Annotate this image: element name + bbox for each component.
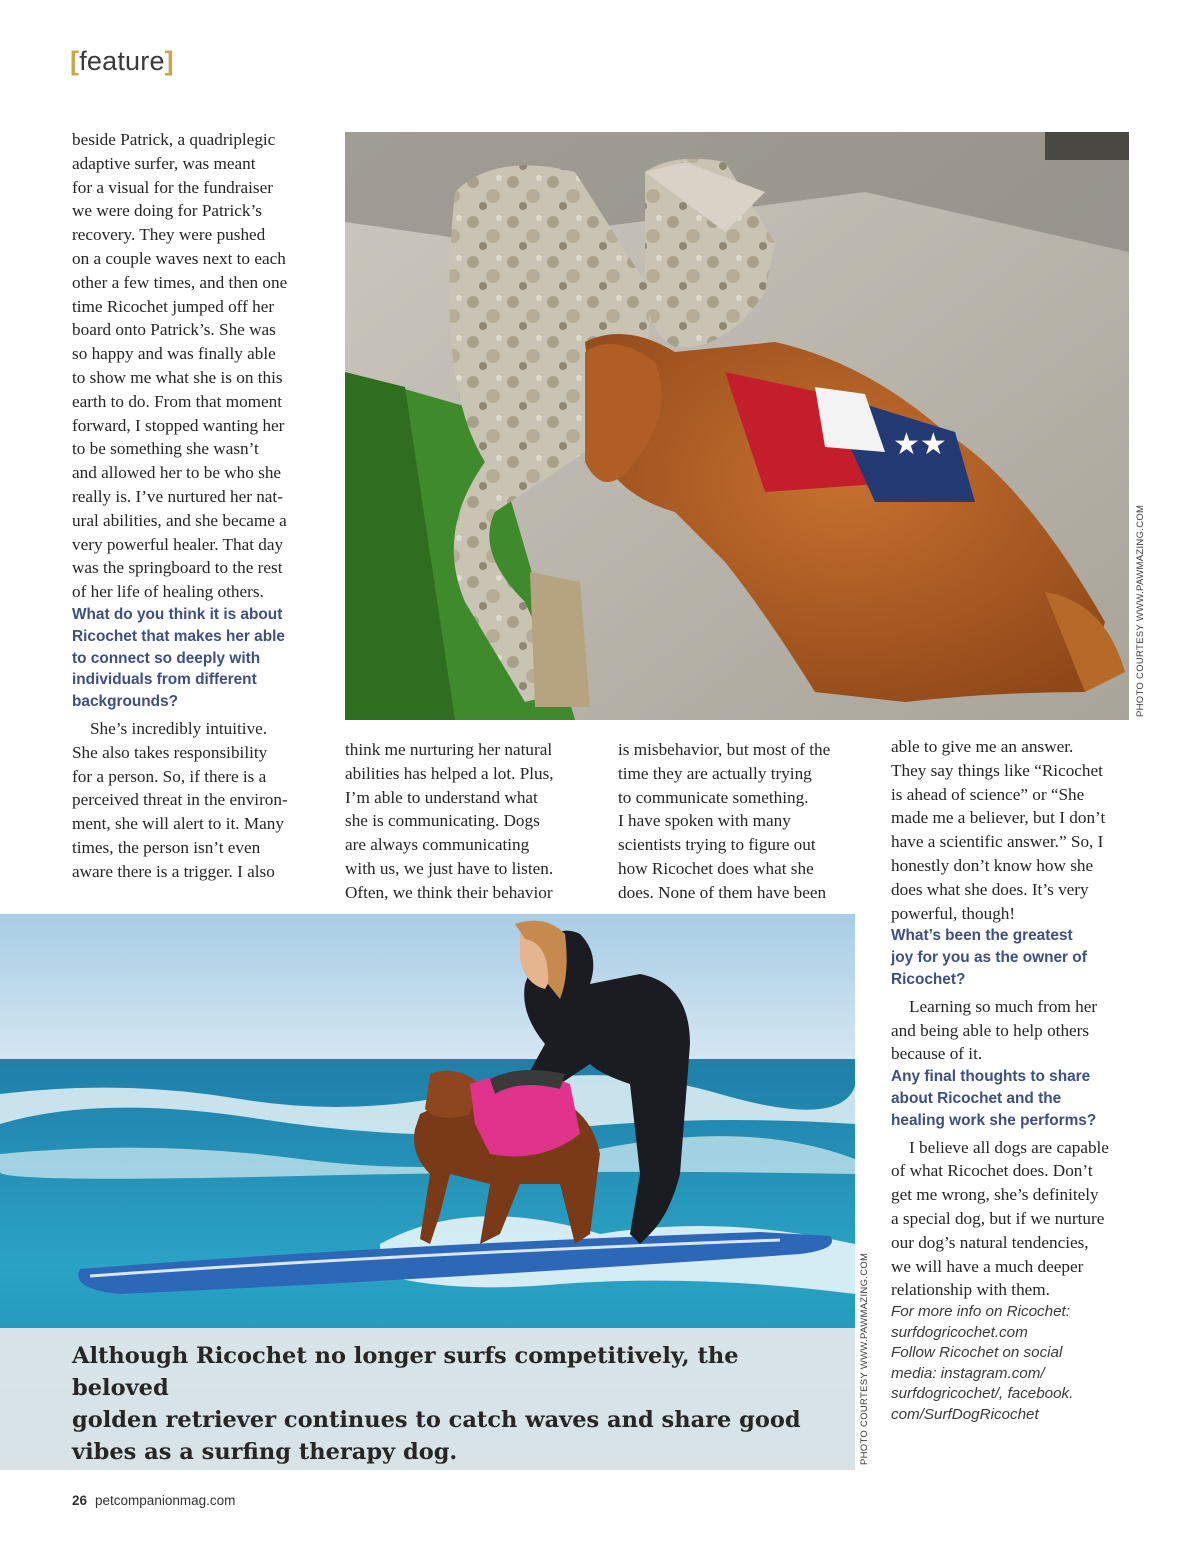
text-line: joy for you as the owner of: [891, 949, 1087, 967]
text-line: to show me what she is on this: [72, 367, 283, 387]
caption-band: [0, 1328, 855, 1470]
text-line: time Ricochet jumped off her: [72, 296, 275, 316]
text-line: was the springboard to the rest: [72, 558, 283, 578]
svg-text:★★: ★★: [893, 427, 947, 462]
text-line: does what she does. It’s very: [891, 879, 1089, 899]
text-line: They say things like “Ricochet: [891, 760, 1103, 780]
text-line: aware there is a trigger. I also: [72, 861, 275, 881]
text-line: she is communicating. Dogs: [345, 811, 540, 831]
text-line: She’s incredibly intuitive.: [90, 718, 268, 738]
text-line: relationship with them.: [891, 1280, 1050, 1300]
text-line: times, the person isn’t even: [72, 837, 261, 857]
text-line: so happy and was finally able: [72, 344, 276, 364]
text-line: adaptive surfer, was meant: [72, 153, 256, 173]
text-line: She also takes responsibility: [72, 742, 268, 762]
text-line: Learning so much from her: [909, 996, 1098, 1016]
text-line: able to give me an answer.: [891, 737, 1074, 756]
article-column-3: [618, 738, 880, 905]
text-line: really is. I’ve nurtured her nat-: [72, 486, 283, 506]
text-line: and being able to help others: [891, 1020, 1090, 1040]
text-line: media: instagram.com/: [891, 1364, 1045, 1382]
text-line: about Ricochet and the: [891, 1089, 1062, 1107]
text-line: are always communicating: [345, 835, 530, 855]
section-label: [feature]: [70, 46, 174, 76]
text-line: how Ricochet does what she: [618, 858, 814, 878]
text-line: Ricochet?: [891, 970, 966, 988]
text-line: time they are actually trying: [618, 763, 812, 783]
text-line: for a visual for the fundraiser: [72, 177, 273, 197]
photo-surfing-dog: [0, 914, 855, 1470]
text-line: our dog’s natural tendencies,: [891, 1232, 1089, 1252]
text-line: with us, we just have to listen.: [345, 858, 554, 878]
paragraph: [891, 1136, 1161, 1303]
page-footer: [72, 1493, 235, 1508]
text-line: forward, I stopped wanting her: [72, 415, 285, 435]
text-line: very powerful healer. That day: [72, 534, 284, 554]
text-line: I believe all dogs are capable: [909, 1137, 1109, 1157]
photo-soldier-with-dog-image: [345, 132, 1129, 720]
text-line: made me a believer, but I don’t: [891, 808, 1106, 828]
text-line: on a couple waves next to each: [72, 248, 286, 268]
article-column-2: [345, 738, 607, 905]
paragraph: [345, 738, 607, 905]
text-line: ment, she will alert to it. Many: [72, 814, 284, 834]
question-heading: [891, 1066, 1161, 1131]
text-line: powerful, though!: [891, 903, 1016, 923]
text-line: golden retriever continues to catch waves and share good: [72, 1407, 801, 1433]
text-line: earth to do. From that moment: [72, 391, 283, 411]
article-column-4: [891, 735, 1161, 1425]
text-line: recovery. They were pushed: [72, 225, 266, 245]
text-line: is ahead of science” or “She: [891, 784, 1085, 804]
question-heading: [72, 604, 334, 713]
paragraph: [72, 717, 334, 884]
text-line: to communicate something.: [618, 787, 809, 807]
text-line: to connect so deeply with: [72, 649, 261, 667]
text-line: Follow Ricochet on social: [891, 1344, 1063, 1362]
page-number: 26: [72, 1493, 88, 1508]
text-line: backgrounds?: [72, 693, 179, 711]
question-heading: [891, 925, 1161, 990]
text-line: we will have a much deeper: [891, 1256, 1084, 1276]
text-line: honestly don’t know how she: [891, 855, 1094, 875]
text-line: I have spoken with many: [618, 811, 791, 831]
text-line: com/SurfDogRicochet: [891, 1405, 1039, 1423]
text-line: a special dog, but if we nurture: [891, 1208, 1105, 1228]
photo-soldier-with-dog: [345, 132, 1129, 720]
paragraph: [891, 735, 1161, 925]
paragraph: [891, 995, 1161, 1066]
site-url: petcompanionmag.com: [95, 1493, 236, 1508]
text-line: we were doing for Patrick’s: [72, 201, 262, 221]
text-line: healing work she performs?: [891, 1111, 1097, 1129]
text-line: What do you think it is about: [72, 605, 283, 623]
text-line: beside Patrick, a quadriplegic: [72, 130, 276, 149]
paragraph: [618, 738, 880, 905]
text-line: surfdogricochet/, facebook.: [891, 1385, 1074, 1403]
article-column-1-top: [72, 128, 334, 884]
text-line: other a few times, and then one: [72, 272, 288, 292]
text-line: does. None of them have been: [618, 882, 827, 902]
more-info: [891, 1302, 1161, 1425]
text-line: abilities has helped a lot. Plus,: [345, 763, 554, 783]
text-line: individuals from different: [72, 671, 257, 689]
text-line: and allowed her to be who she: [72, 463, 282, 483]
text-line: Often, we think their behavior: [345, 882, 553, 902]
text-line: is misbehavior, but most of the: [618, 740, 831, 759]
text-line: of her life of healing others.: [72, 582, 264, 602]
text-line: I’m able to understand what: [345, 787, 538, 807]
text-line: scientists trying to figure out: [618, 835, 816, 855]
text-line: Any final thoughts to share: [891, 1068, 1091, 1086]
photo-credit-top: PHOTO COURTESY WWW.PAWMAZING.COM: [1135, 504, 1146, 717]
text-line: Although Ricochet no longer surfs competitively, the beloved: [72, 1343, 739, 1401]
text-line: vibes as a surfing therapy dog.: [72, 1439, 458, 1465]
text-line: surfdogricochet.com: [891, 1323, 1028, 1341]
text-line: because of it.: [891, 1044, 983, 1064]
text-line: for a person. So, if there is a: [72, 766, 267, 786]
text-line: For more info on Ricochet:: [891, 1303, 1070, 1321]
text-line: What’s been the greatest: [891, 927, 1073, 945]
text-line: have a scientific answer.” So, I: [891, 832, 1104, 852]
text-line: think me nurturing her natural: [345, 740, 553, 759]
photo-caption: [72, 1340, 812, 1468]
text-line: of what Ricochet does. Don’t: [891, 1161, 1093, 1181]
text-line: board onto Patrick’s. She was: [72, 320, 276, 340]
text-line: Ricochet that makes her able: [72, 627, 285, 645]
text-line: get me wrong, she’s definitely: [891, 1185, 1099, 1205]
paragraph: [72, 128, 334, 604]
text-line: ural abilities, and she became a: [72, 510, 287, 530]
photo-credit-bottom: PHOTO COURTESY WWW.PAWMAZING.COM: [859, 1252, 870, 1465]
text-line: to be something she wasn’t: [72, 439, 259, 459]
text-line: perceived threat in the environ-: [72, 790, 288, 810]
